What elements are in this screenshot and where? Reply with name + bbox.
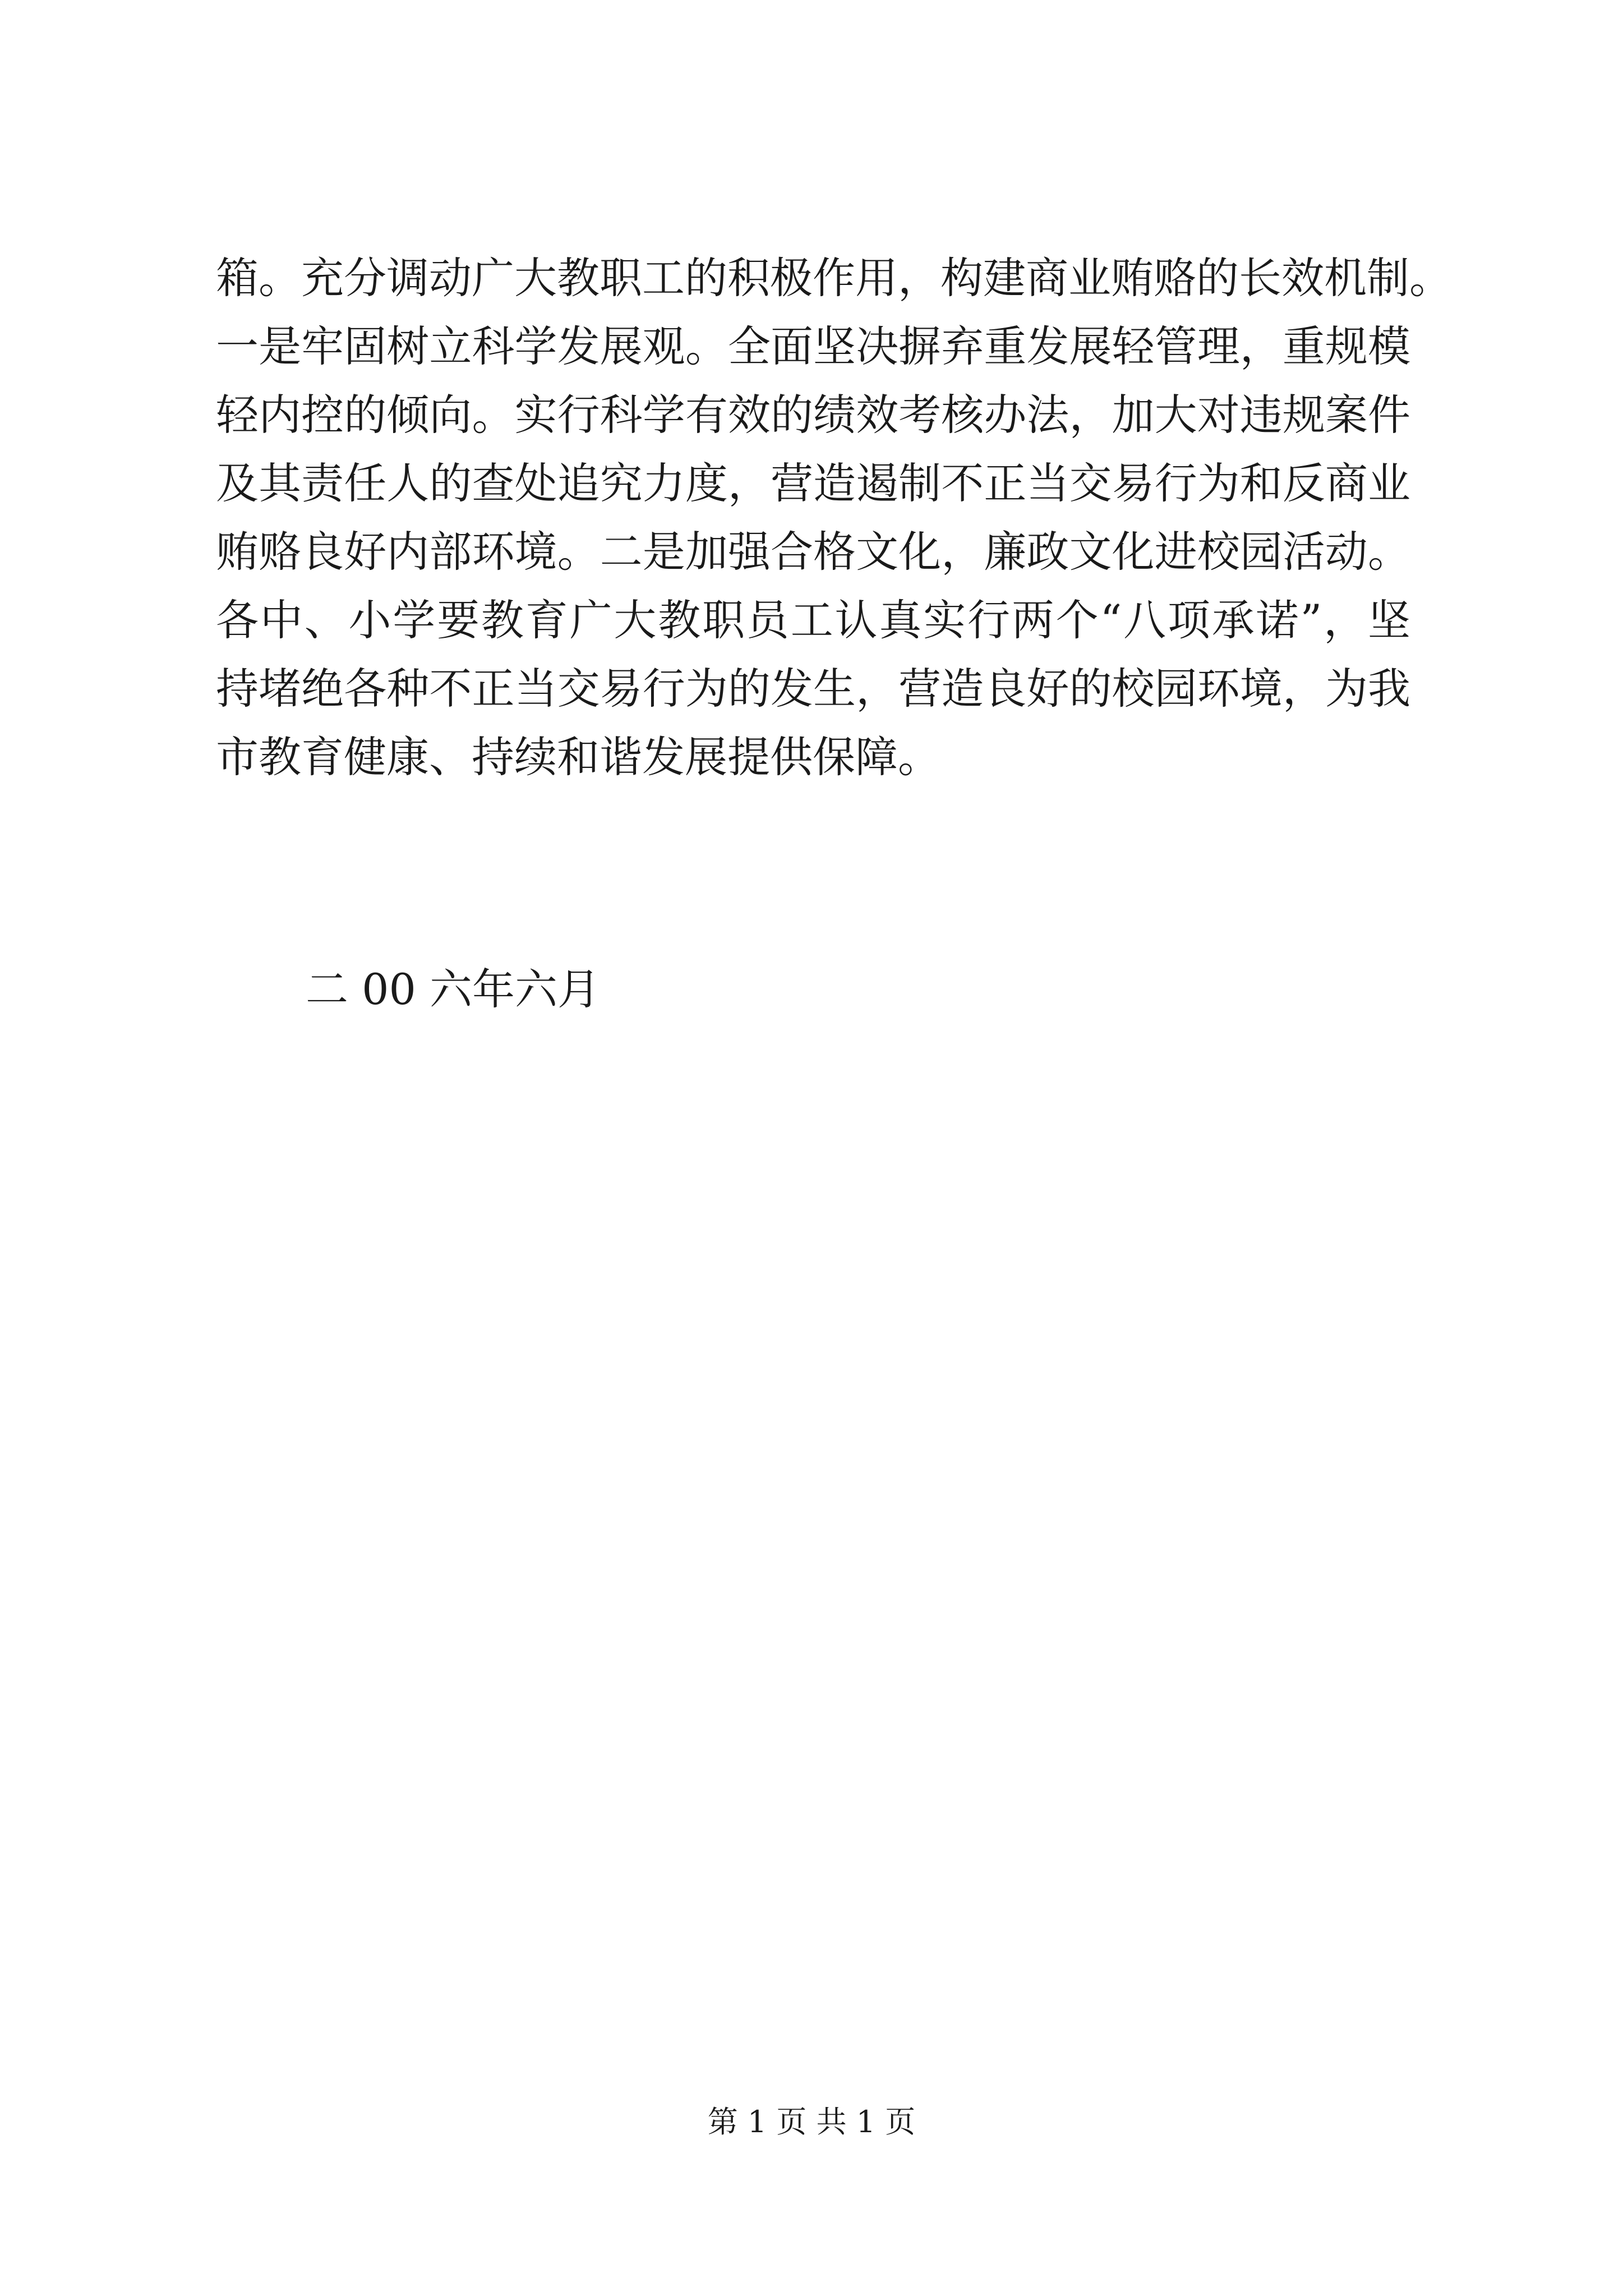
document-date: 二 00 六年六月 — [306, 964, 601, 1014]
paragraph-line-8: 市教育健康、持续和谐发展提供保障。 — [216, 732, 940, 782]
paragraph-line-4: 及其责任人的查处追究力度，营造遏制不正当交易行为和反商业 — [216, 458, 1410, 508]
page-footer: 第 1 页 共 1 页 — [707, 2104, 916, 2139]
paragraph-line-2: 一是牢固树立科学发展观。全面坚决摒弃重发展轻管理，重规模 — [216, 321, 1410, 371]
body-paragraph — [216, 244, 1452, 792]
paragraph-line-1: 箱。充分调动广大教职工的积极作用，构建商业贿赂的长效机制。 — [216, 253, 1452, 303]
paragraph-line-3: 轻内控的倾向。实行科学有效的绩效考核办法，加大对违规案件 — [216, 390, 1410, 440]
paragraph-line-5: 贿赂良好内部环境。二是加强合格文化，廉政文化进校园活动。 — [216, 527, 1410, 577]
paragraph-line-7: 持堵绝各种不正当交易行为的发生，营造良好的校园环境，为我 — [216, 664, 1410, 714]
paragraph-line-6: 各中、小学要教育广大教职员工认真实行两个“八项承诺”，坚 — [216, 595, 1410, 645]
